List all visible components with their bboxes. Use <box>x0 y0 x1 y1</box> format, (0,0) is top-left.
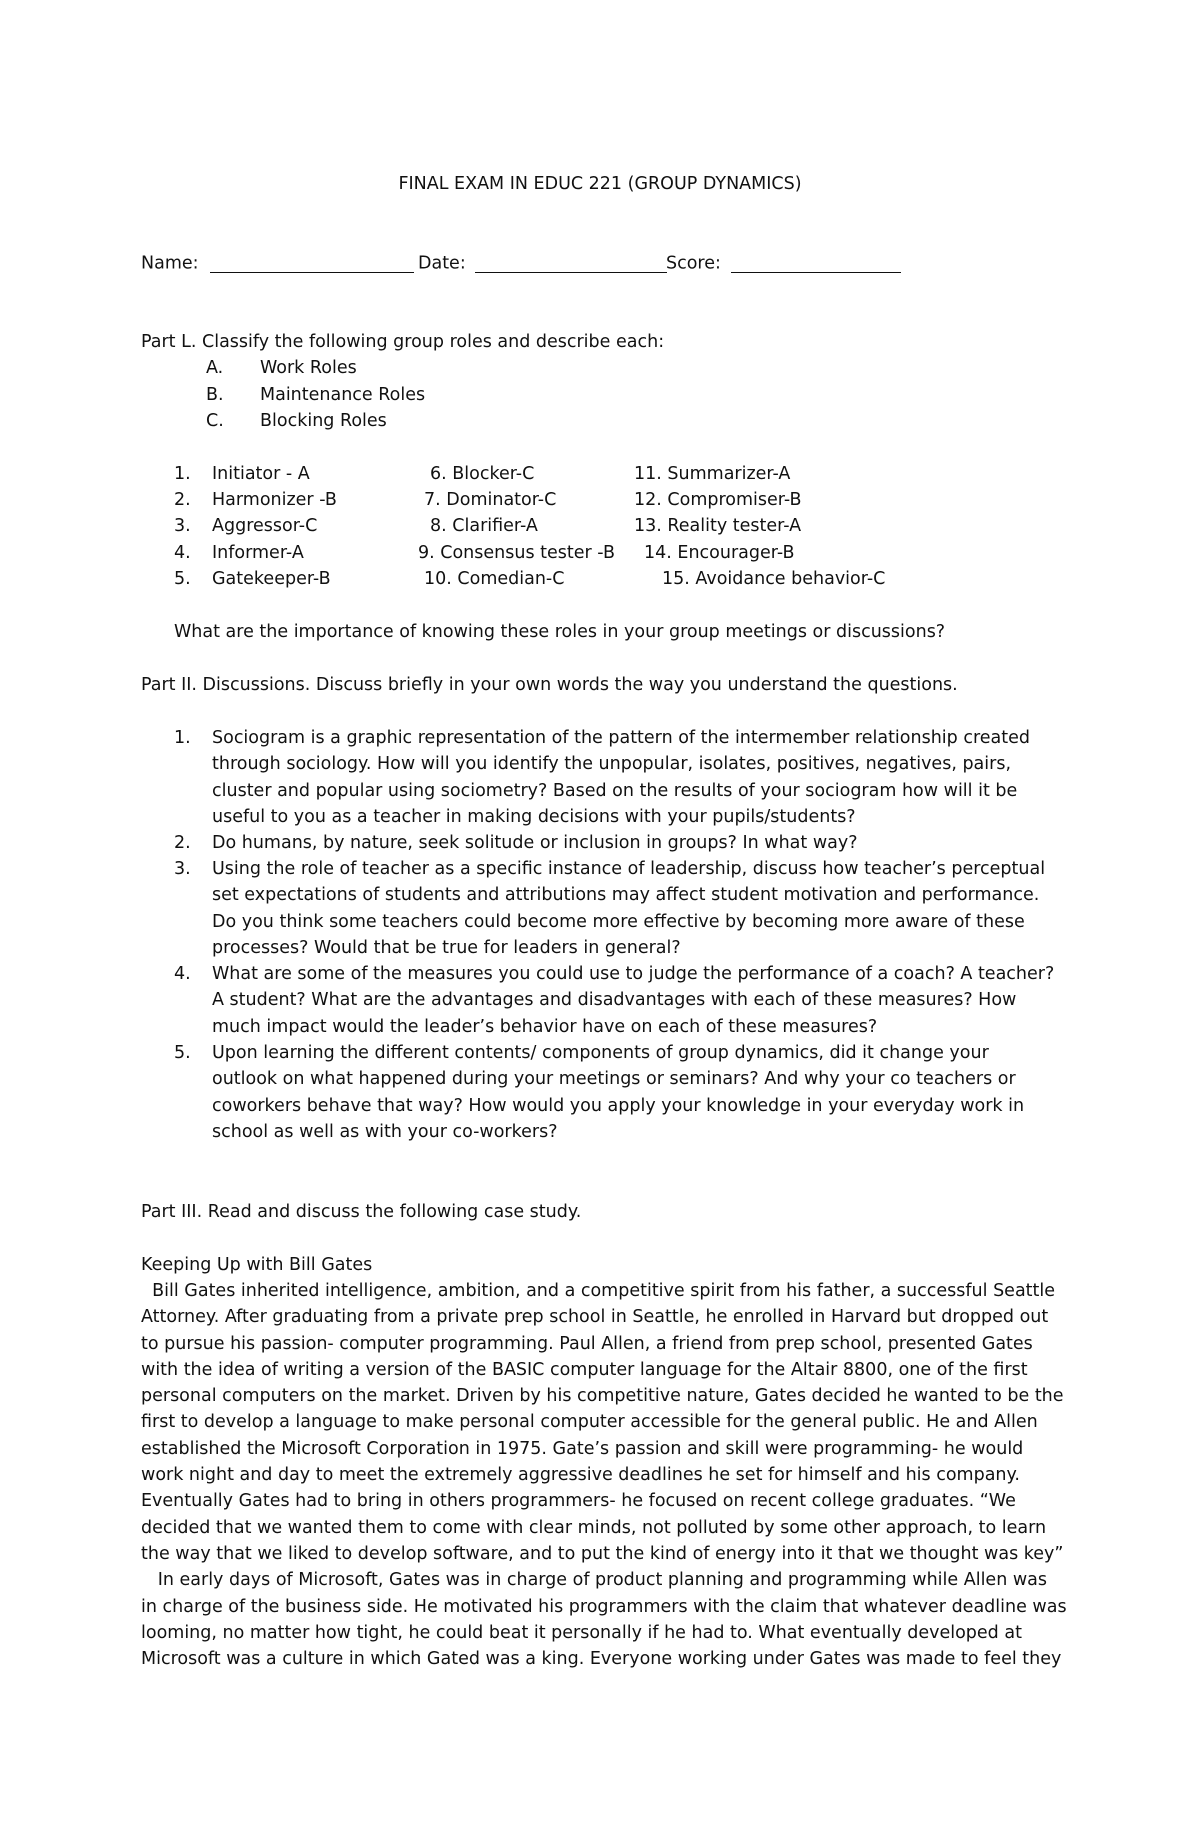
question-line: outlook on what happened during your meetings or seminars? And why your co teachers or <box>212 1069 1016 1090</box>
question-line: Sociogram is a graphic representation of the pattern of the intermember relationship created <box>212 728 1030 748</box>
question-line: Using the role of teacher as a specific instance of leadership, discuss how teacher’s perceptual <box>212 859 1046 879</box>
role-number: 2. <box>174 490 191 510</box>
part2-heading: Part II. Discussions. Discuss briefly in your own words the way you understand the questions. <box>141 675 958 695</box>
role-item: 15. Avoidance behavior-C <box>662 569 886 589</box>
category-letter: B. <box>206 385 224 405</box>
case-line: in charge of the business side. He motivated his programmers with the claim that whatever deadline was <box>141 1596 1067 1617</box>
part3-heading: Part III. Read and discuss the following case study. <box>141 1202 582 1222</box>
category-label: Maintenance Roles <box>260 385 426 405</box>
question-number: 2. <box>174 833 191 853</box>
role-item: Harmonizer -B <box>212 490 337 510</box>
case-line: Microsoft was a culture in which Gated was a king. Everyone working under Gates was made to feel they <box>141 1649 1062 1670</box>
role-item: 8. Clarifier-A <box>430 516 538 536</box>
question-text <box>212 1040 1092 1145</box>
case-line: work night and day to meet the extremely aggressive deadlines he set for himself and his company. <box>141 1465 1020 1486</box>
role-item: Gatekeeper-B <box>212 569 331 589</box>
role-item: 11. Summarizer-A <box>634 464 791 484</box>
role-item: 7. Dominator-C <box>424 490 557 510</box>
category-letter: A. <box>206 358 224 378</box>
question-line: much impact would the leader’s behavior have on each of these measures? <box>212 1016 878 1037</box>
case-line: decided that we wanted them to come with clear minds, not polluted by some other approach, to learn <box>141 1517 1047 1538</box>
question-line: processes? Would that be true for leaders in general? <box>212 937 681 958</box>
case-study-text <box>141 1278 1101 1672</box>
question-line: set expectations of students and attributions may affect student motivation and performance. <box>212 885 1040 906</box>
part1-heading: Part L. Classify the following group roles and describe each: <box>141 332 665 352</box>
score-blank-line <box>731 254 901 273</box>
question-text <box>212 961 1092 1040</box>
question-number: 3. <box>174 859 191 879</box>
question-line: cluster and popular using sociometry? Based on the results of your sociogram how will it be <box>212 780 1018 801</box>
case-line: In early days of Microsoft, Gates was in charge of product planning and programming while Allen was <box>141 1570 1048 1591</box>
question-number: 5. <box>174 1043 191 1063</box>
case-line: Bill Gates inherited intelligence, ambition, and a competitive spirit from his father, a successful Seattle <box>141 1281 1056 1301</box>
part1-question: What are the importance of knowing these roles in your group meetings or discussions? <box>174 622 946 642</box>
case-study-title: Keeping Up with Bill Gates <box>141 1255 373 1275</box>
question-line: Upon learning the different contents/ components of group dynamics, did it change your <box>212 1043 989 1063</box>
question-line: A student? What are the advantages and disadvantages with each of these measures? How <box>212 990 1017 1011</box>
case-line: established the Microsoft Corporation in 1975. Gate’s passion and skill were programming- he would <box>141 1438 1024 1459</box>
date-blank-line <box>475 254 667 273</box>
case-line: with the idea of writing a version of the BASIC computer language for the Altair 8800, one of the first <box>141 1359 1028 1380</box>
role-item: 9. Consensus tester -B <box>418 543 615 563</box>
case-line: to pursue his passion- computer programming. Paul Allen, a friend from prep school, presented Gates <box>141 1333 1033 1354</box>
case-line: the way that we liked to develop software, and to put the kind of energy into it that we thought was key” <box>141 1543 1064 1564</box>
name-field <box>141 254 414 273</box>
category-label: Blocking Roles <box>260 411 387 431</box>
role-item: 12. Compromiser-B <box>634 490 802 510</box>
role-item: Initiator - A <box>212 464 310 484</box>
question-text <box>212 725 1092 830</box>
name-blank-line <box>210 254 414 273</box>
role-item: 14. Encourager-B <box>644 543 795 563</box>
date-field <box>418 254 667 273</box>
role-item: 10. Comedian-C <box>424 569 565 589</box>
date-label: Date: <box>418 253 466 274</box>
question-number: 1. <box>174 728 191 748</box>
category-label: Work Roles <box>260 358 357 378</box>
question-line: useful to you as a teacher in making decisions with your pupils/students? <box>212 806 856 827</box>
question-line: Do you think some teachers could become more effective by becoming more aware of these <box>212 911 1025 932</box>
case-line: Attorney. After graduating from a private prep school in Seattle, he enrolled in Harvard but dropped out <box>141 1307 1049 1328</box>
question-line: through sociology. How will you identify the unpopular, isolates, positives, negatives, pairs, <box>212 754 1012 775</box>
role-item: Informer-A <box>212 543 304 563</box>
case-line: personal computers on the market. Driven by his competitive nature, Gates decided he wanted to be the <box>141 1386 1064 1407</box>
role-number: 4. <box>174 543 191 563</box>
role-number: 3. <box>174 516 191 536</box>
role-number: 1. <box>174 464 191 484</box>
role-item: 13. Reality tester-A <box>634 516 802 536</box>
score-label: Score: <box>666 253 721 274</box>
role-item: Aggressor-C <box>212 516 318 536</box>
case-line: first to develop a language to make personal computer accessible for the general public. He and Allen <box>141 1412 1038 1433</box>
question-text <box>212 830 1092 856</box>
role-number: 5. <box>174 569 191 589</box>
category-letter: C. <box>206 411 224 431</box>
question-line: What are some of the measures you could use to judge the performance of a coach? A teacher? <box>212 964 1055 984</box>
question-number: 4. <box>174 964 191 984</box>
case-line: Eventually Gates had to bring in others programmers- he focused on recent college graduates. “We <box>141 1491 1016 1512</box>
case-line: looming, no matter how tight, he could beat it personally if he had to. What eventually developed at <box>141 1622 1022 1643</box>
question-line: Do humans, by nature, seek solitude or inclusion in groups? In what way? <box>212 833 858 853</box>
name-label: Name: <box>141 253 199 274</box>
question-text <box>212 856 1092 961</box>
score-field <box>666 254 901 273</box>
question-line: coworkers behave that way? How would you apply your knowledge in your everyday work in <box>212 1095 1025 1116</box>
question-line: school as well as with your co-workers? <box>212 1121 558 1142</box>
exam-title: FINAL EXAM IN EDUC 221 (GROUP DYNAMICS) <box>398 174 802 194</box>
role-item: 6. Blocker-C <box>430 464 535 484</box>
